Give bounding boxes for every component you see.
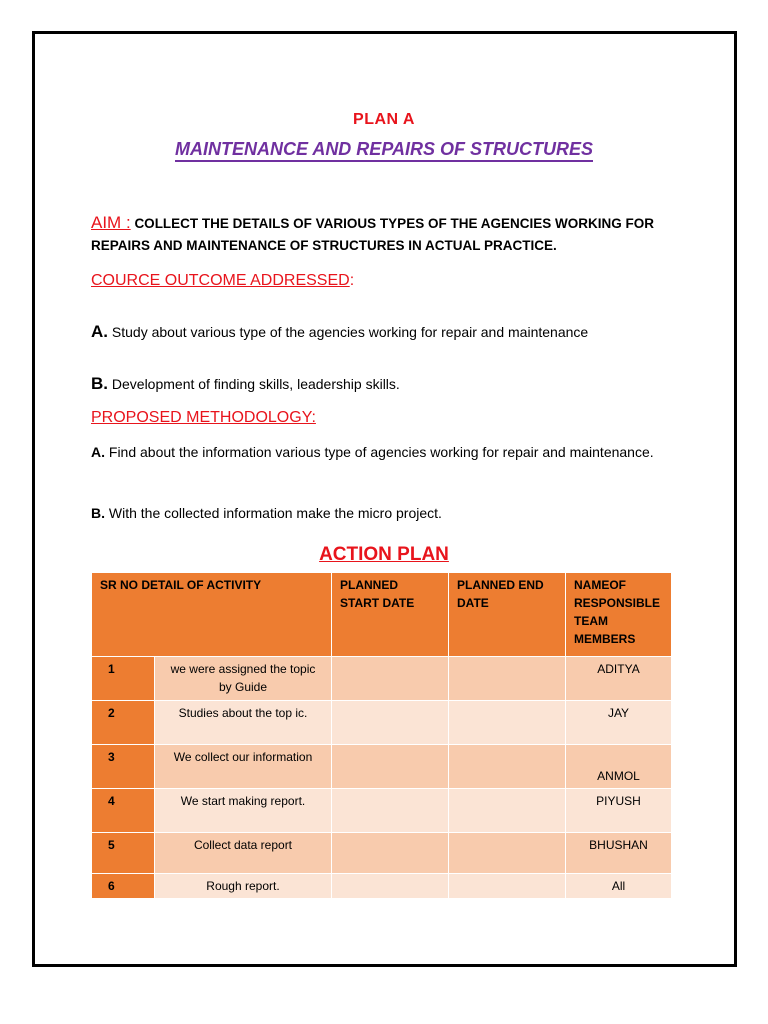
cell-activity: Collect data report: [155, 833, 332, 874]
cell-start-date: [332, 789, 449, 833]
cell-end-date: [449, 745, 566, 789]
outcome-item-b: [91, 373, 673, 395]
action-plan-title: ACTION PLAN: [319, 544, 449, 565]
cell-member: All: [566, 874, 672, 899]
table-row: [92, 789, 672, 833]
cell-activity: Studies about the top ic.: [155, 701, 332, 745]
action-plan-table: [91, 572, 672, 899]
header-start-date: PLANNED START DATE: [332, 573, 449, 657]
aim-label: AIM :: [91, 213, 131, 232]
cell-activity: We collect our information: [155, 745, 332, 789]
table-row: [92, 833, 672, 874]
methodology-heading-text: PROPOSED METHODOLOGY:: [91, 409, 316, 426]
cell-start-date: [332, 833, 449, 874]
outcome-item-a-marker: A.: [91, 322, 108, 341]
outcome-item-b-text: Development of finding skills, leadership skills.: [111, 376, 400, 392]
outcome-item-b-marker: B.: [91, 374, 108, 393]
methodology-heading: [91, 409, 316, 427]
cell-start-date: [332, 745, 449, 789]
cell-member: JAY: [566, 701, 672, 745]
cell-sr-no: 3: [92, 745, 155, 789]
table-row: [92, 745, 672, 789]
cell-sr-no: 2: [92, 701, 155, 745]
aim-section: [91, 212, 681, 257]
cell-activity: Rough report.: [155, 874, 332, 899]
plan-label: PLAN A: [353, 111, 415, 128]
course-outcome-heading: [91, 272, 354, 290]
cell-sr-no: 4: [92, 789, 155, 833]
outcome-item-a: [91, 321, 673, 343]
table-header-row: [92, 573, 672, 657]
cell-member: PIYUSH: [566, 789, 672, 833]
cell-sr-no: 6: [92, 874, 155, 899]
cell-sr-no: 1: [92, 657, 155, 701]
cell-member: ADITYA: [566, 657, 672, 701]
course-outcome-heading-text: COURCE OUTCOME ADDRESSED: [91, 272, 350, 289]
cell-end-date: [449, 789, 566, 833]
header-sr-activity: SR NO DETAIL OF ACTIVITY: [92, 573, 332, 657]
header-team-members: NAMEOF RESPONSIBLE TEAM MEMBERS: [566, 573, 672, 657]
cell-activity: we were assigned the topic by Guide: [155, 657, 332, 701]
cell-sr-no: 5: [92, 833, 155, 874]
methodology-item-a: [91, 441, 673, 463]
document-title: [0, 139, 768, 160]
methodology-item-a-marker: A.: [91, 444, 105, 460]
methodology-item-b-text: With the collected information make the micro project.: [108, 505, 442, 521]
outcome-item-a-text: Study about various type of the agencies working for repair and maintenance: [111, 324, 589, 340]
cell-start-date: [332, 874, 449, 899]
table-row: [92, 657, 672, 701]
table-row: [92, 701, 672, 745]
aim-text: COLLECT THE DETAILS OF VARIOUS TYPES OF THE AGENCIES WORKING FOR REPAIRS AND MAINTENANCE OF STRUCTURES IN ACTUAL PRACTICE.: [91, 216, 654, 253]
document-title-text: MAINTENANCE AND REPAIRS OF STRUCTURES: [175, 139, 593, 162]
cell-end-date: [449, 701, 566, 745]
cell-start-date: [332, 701, 449, 745]
header-end-date: PLANNED END DATE: [449, 573, 566, 657]
table-row: [92, 874, 672, 899]
methodology-item-b: [91, 502, 673, 524]
cell-member: BHUSHAN: [566, 833, 672, 874]
methodology-item-a-text: Find about the information various type of agencies working for repair and maintenance.: [108, 444, 654, 460]
cell-end-date: [449, 657, 566, 701]
cell-member: ANMOL: [566, 745, 672, 789]
cell-end-date: [449, 874, 566, 899]
course-outcome-heading-colon: :: [349, 272, 355, 289]
cell-start-date: [332, 657, 449, 701]
methodology-item-b-marker: B.: [91, 505, 105, 521]
cell-end-date: [449, 833, 566, 874]
cell-activity: We start making report.: [155, 789, 332, 833]
